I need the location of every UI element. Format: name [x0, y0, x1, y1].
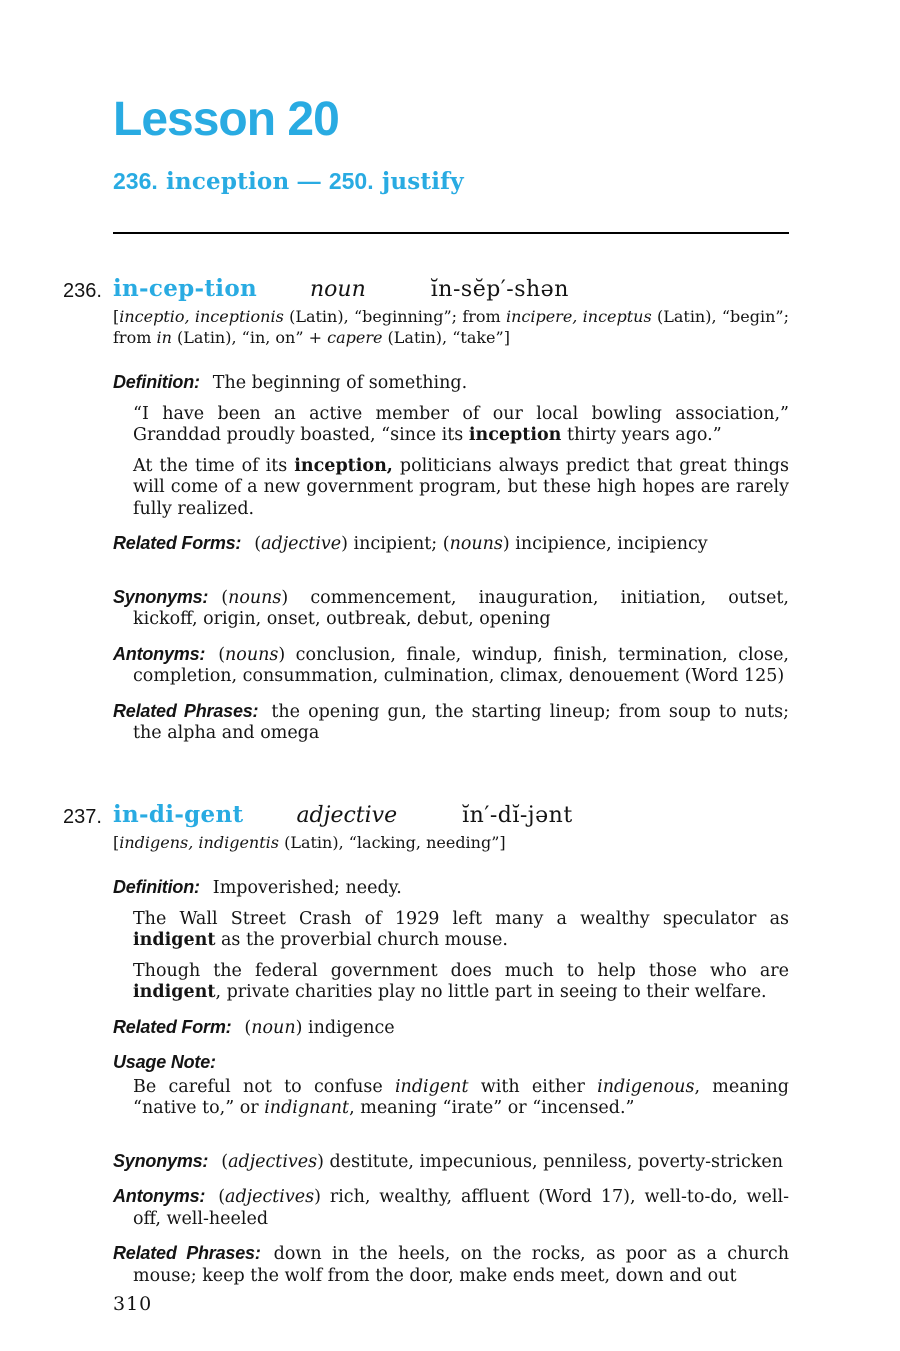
section-antonyms: [113, 1186, 789, 1230]
entry-headword: in-cep-tion: [113, 275, 257, 302]
section-label: Synonyms:: [113, 1150, 209, 1171]
lesson-range: [113, 168, 789, 195]
range-start-number: 236.: [113, 168, 158, 194]
related-phrases-text: down in the heels, on the rocks, as poor as a church mouse; keep the wolf from the door, make ends meet, down and out: [133, 1244, 789, 1286]
antonyms-text: (nouns) conclusion, finale, windup, finish, termination, close, completion, consummation, culmination, climax, denouement (Word 125): [133, 644, 789, 686]
example-sentence: “I have been an active member of our local bowling association,” Granddad proudly boasted, “since its inception thirty years ago.”: [133, 403, 789, 445]
entry-number: 237.: [63, 805, 102, 828]
range-end-number: 250.: [328, 168, 374, 194]
page-content: [63, 0, 789, 1287]
divider-rule: [113, 232, 789, 234]
section-label: Synonyms:: [113, 586, 209, 607]
related-form-text: (noun) indigence: [244, 1017, 395, 1038]
section-related-forms: [113, 533, 789, 556]
usage-note-body: Be careful not to confuse indigent with either indigenous, meaning “native to,” or indignant, meaning “irate” or “incensed.”: [133, 1076, 789, 1118]
part-of-speech-label: adjective: [296, 802, 398, 828]
section-label: Related Form:: [113, 1016, 232, 1037]
section-label: Related Forms:: [113, 533, 242, 553]
section-antonyms: [113, 644, 789, 688]
section-related-phrases: [113, 1243, 789, 1287]
entry-inception: [63, 275, 789, 745]
definition-text: Impoverished; needy.: [212, 878, 402, 898]
lesson-title: Lesson 20: [113, 93, 339, 146]
section-synonyms: [113, 1151, 789, 1174]
range-start-word: inception: [165, 168, 290, 195]
section-label: Related Phrases:: [113, 1243, 261, 1263]
example-sentence: Though the federal government does much to help those who are indigent, private charities play no little part in seeing to their welfare.: [133, 960, 789, 1002]
definition-text: The beginning of something.: [212, 373, 468, 393]
example-sentence: The Wall Street Crash of 1929 left many a wealthy speculator as indigent as the proverbial church mouse.: [133, 908, 789, 950]
synonyms-text: (nouns) commencement, inauguration, initiation, outset, kickoff, origin, onset, outbreak, debut, opening: [133, 587, 789, 629]
related-phrases-text: the opening gun, the starting lineup; from soup to nuts; the alpha and omega: [133, 701, 789, 743]
section-definition: [113, 372, 789, 395]
entry-head: [63, 275, 789, 304]
etymology: [indigens, indigentis (Latin), “lacking, needing”]: [113, 832, 506, 852]
section-label: Definition:: [113, 372, 200, 392]
section-label: Definition:: [113, 877, 200, 897]
part-of-speech-label: noun: [310, 277, 366, 302]
pronunciation: ĭn-sĕp′-shən: [430, 277, 569, 302]
section-related-phrases: [113, 701, 789, 745]
related-forms-text: (adjective) incipient; (nouns) incipience, incipiency: [254, 534, 708, 554]
range-end-word: justify: [381, 168, 464, 195]
section-related-form: [113, 1017, 789, 1040]
etymology: [inceptio, inceptionis (Latin), “beginning”; from incipere, inceptus (Latin), “begin”; from in (Latin), “in, on” + capere (Latin), “take”]: [113, 307, 789, 347]
section-synonyms: [113, 587, 789, 631]
entry-indigent: [63, 800, 789, 1288]
range-dash: —: [297, 168, 321, 194]
section-usage-note: [113, 1052, 789, 1075]
example-sentence: At the time of its inception, politicians always predict that great things will come of a new government program, but these high hopes are rarely fully realized.: [133, 455, 789, 519]
section-definition: [113, 877, 789, 900]
synonyms-text: (adjectives) destitute, impecunious, penniless, poverty-stricken: [221, 1151, 784, 1172]
entry-number: 236.: [63, 280, 102, 302]
section-label: Related Phrases:: [113, 700, 259, 721]
section-label: Usage Note:: [113, 1052, 216, 1072]
page-number: 310: [113, 1293, 153, 1315]
pronunciation: ĭn′-dĭ-jənt: [462, 802, 573, 828]
section-label: Antonyms:: [113, 1186, 206, 1206]
antonyms-text: (adjectives) rich, wealthy, affluent (Word 17), well-to-do, well-off, well-heeled: [133, 1187, 789, 1229]
section-label: Antonyms:: [113, 643, 206, 664]
entry-headword: in-di-gent: [113, 800, 244, 828]
entry-head: [63, 800, 789, 830]
